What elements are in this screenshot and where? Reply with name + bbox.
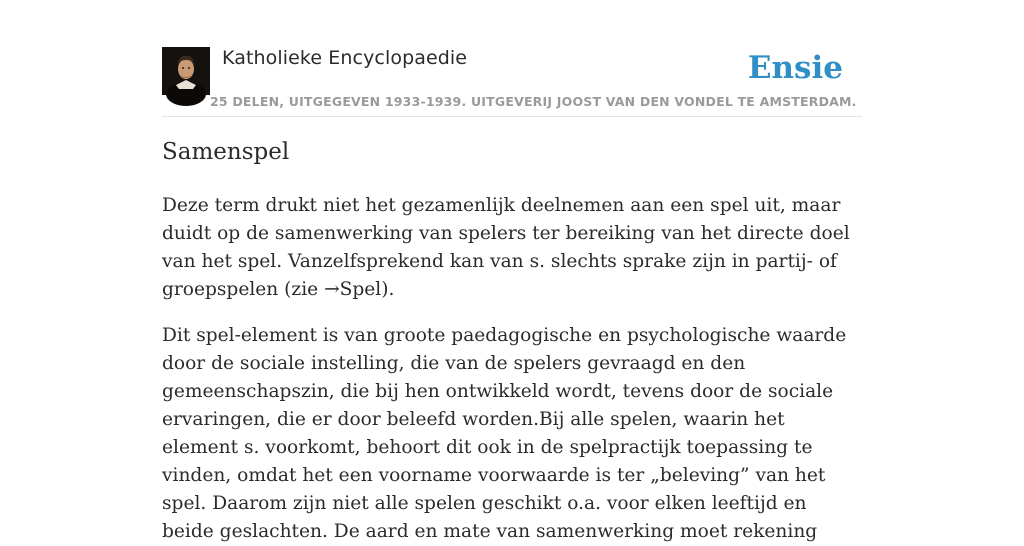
source-header	[162, 44, 862, 117]
portrait-avatar-icon[interactable]	[162, 47, 210, 95]
article-body	[162, 192, 862, 546]
source-subtitle: 25 DELEN, UITGEGEVEN 1933-1939. UITGEVERIJ JOOST VAN DEN VONDEL TE AMSTERDAM.	[210, 94, 857, 109]
article-paragraph: Deze term drukt niet het gezamenlijk deelnemen aan een spel uit, maar duidt op de samenwerking van spelers ter bereiking van het directe doel van het spel. Vanzelfsprekend kan van s. slechts sprake zijn in partij- of groepspelen (zie →Spel).	[162, 195, 850, 300]
source-title[interactable]: Katholieke Encyclopaedie	[222, 47, 468, 69]
article-title: Samenspel	[162, 139, 290, 165]
article-paragraph: Dit spel-element is van groote paedagogische en psychologische waarde door de sociale instelling, die van de spelers gevraagd en den gemeenschapszin, die bij hen ontwikkeld wordt, tevens door de sociale ervaringen, die er door beleefd worden.Bij alle spelen, waarin het element s. voorkomt, behoort dit ook in de spelpractijk toepassing te vinden, omdat het een voorname voorwaarde is ter „beleving” van het spel. Daarom zijn niet alle spelen geschikt o.a. voor elken leeftijd en beide geslachten. De aard en mate van samenwerking moet rekening	[162, 325, 847, 542]
brand-logo[interactable]: Ensie	[747, 50, 843, 86]
